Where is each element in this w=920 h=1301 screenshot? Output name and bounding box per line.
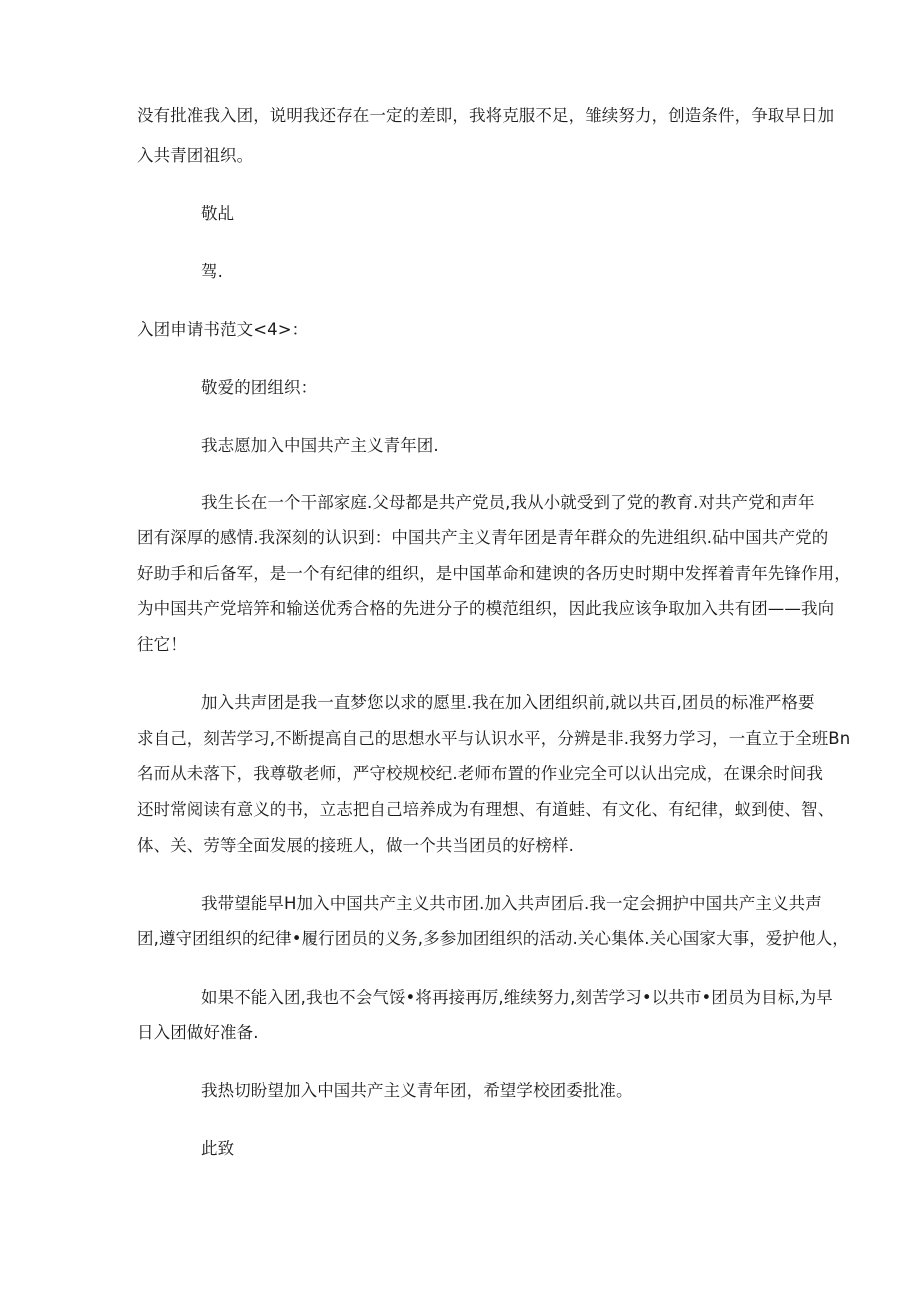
paragraph-2-line-5: 往它！ bbox=[137, 635, 187, 654]
closing-final: 此致 bbox=[201, 1139, 235, 1158]
paragraph-4-line-2: 团,遵守团组织的纪律•履行团员的义务,多参加团组织的活动.关心集体.关心国家大事，爱护他人， bbox=[137, 929, 849, 948]
salutation: 敬爱的团组织： bbox=[201, 378, 318, 397]
closing-line-2: 驾. bbox=[201, 262, 223, 281]
closing-line-1: 敬乩 bbox=[201, 204, 235, 223]
paragraph-2-line-2: 团有深厚的感情.我深刻的认识到：中国共产主义青年团是青年群众的先进组织.砧中国共产党的 bbox=[137, 528, 829, 547]
paragraph-3-line-4: 还时常阅读有意义的书，立志把自己培养成为有理想、有道蛙、有文化、有纪律，蚁到使、智、 bbox=[137, 800, 835, 819]
paragraph-2-line-1: 我生长在一个干部家庭.父母都是共产党员,我从小就受到了党的教育.对共产党和声年 bbox=[201, 493, 815, 512]
paragraph-3-line-2: 求自己，刻苦学习,不断提高自己的思想水平与认识水平，分辨是非.我努力学习，一直立于全班Bn bbox=[137, 729, 851, 748]
paragraph-4-line-1: 我带望能早H加入中国共产主义共市团.加入共声团后.我一定会拥护中国共产主义共声 bbox=[201, 894, 822, 913]
sample-heading: 入团申请书范文<4>： bbox=[137, 320, 309, 339]
paragraph-2-line-3: 好助手和后备军，是一个有纪律的组织，是中国革命和建谀的各历史时期中发挥着青年先锋作用， bbox=[137, 564, 851, 583]
paragraph-3-line-1: 加入共声团是我一直梦您以求的愿里.我在加入团组织前,就以共百,团员的标准严格要 bbox=[201, 693, 815, 712]
continuation-line-1: 没有批准我入团，说明我还存在一定的差即，我将克服不足，雏续努力，创造条件，争取早日加 bbox=[137, 106, 835, 125]
paragraph-3-line-5: 体、关、劳等全面发展的接班人，做一个共当团员的好榜样. bbox=[137, 836, 574, 855]
paragraph-2-line-4: 为中国共产党培笄和输送优秀合格的先进分子的模范组织，因此我应该争取加入共有团——我向 bbox=[137, 599, 835, 618]
paragraph-1: 我志愿加入中国共产主义青年团. bbox=[201, 436, 439, 455]
paragraph-3-line-3: 名而从未落下，我尊敬老师，严守校规校纪.老师布置的作业完全可以认出完成，在课余时间我 bbox=[137, 764, 823, 783]
paragraph-5-line-2: 日入团做好准备. bbox=[137, 1023, 259, 1042]
continuation-line-2: 入共青团祖织。 bbox=[137, 146, 254, 165]
paragraph-6: 我热切盼望加入中国共产主义青年团，希望学校团委批准。 bbox=[201, 1081, 633, 1100]
paragraph-5-line-1: 如果不能入团,我也不会气馁•将再接再厉,维续努力,刻苦学习•以共市•团员为目标,为早 bbox=[201, 988, 833, 1007]
